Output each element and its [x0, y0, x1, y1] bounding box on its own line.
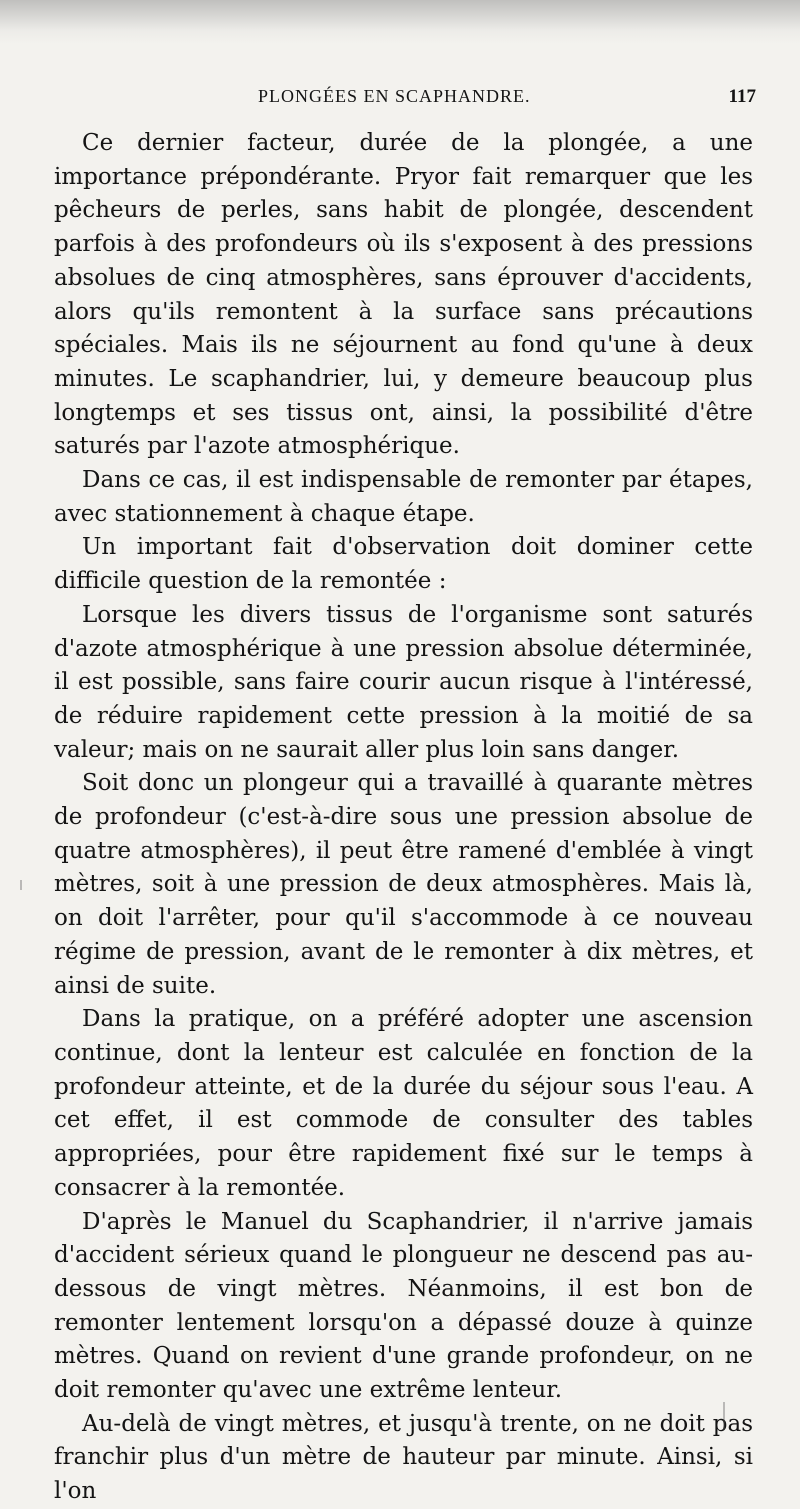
- paragraph: Lorsque les divers tissus de l'organisme sont saturés d'azote atmosphérique à une pression absolue déterminée, il est possible, sans faire courir aucun risque à l'intéressé, de réduire rapidement cette pression à la moitié de sa valeur; mais on ne saurait aller plus loin sans danger.: [54, 601, 753, 763]
- paragraph: Soit donc un plongeur qui a travaillé à quarante mètres de profondeur (c'est-à-dire sous une pression absolue de quatre atmosphères), il peut être ramené d'emblée à vingt mètres, soit à une pression de deux atmosphères. Mais là, on doit l'arrêter, pour qu'il s'accommode à ce nouveau régime de pression, avant de le remonter à dix mètres, et ainsi de suite.: [54, 770, 753, 999]
- paragraph: Dans la pratique, on a préféré adopter une ascension continue, dont la lenteur est calculée en fonction de la profondeur atteinte, et de la durée du séjour sous l'eau. A cet effet, il est commode de consulter des tables appropriées, pour être rapidement fixé sur le temps à consacrer à la remontée.: [54, 1006, 753, 1201]
- paragraph: Dans ce cas, il est indispensable de remonter par étapes, avec stationnement à chaque étape.: [54, 467, 753, 527]
- scan-top-edge: [0, 0, 800, 44]
- running-title: PLONGÉES EN SCAPHANDRE.: [258, 86, 531, 106]
- scan-speck: [20, 880, 22, 890]
- scan-speck: [723, 1402, 725, 1430]
- paragraph: Ce dernier facteur, durée de la plongée, a une importance prépondérante. Pryor fait remarquer que les pêcheurs de perles, sans habit de plongée, descendent parfois à des profondeurs où ils s'exposent à des pressions absolues de cinq atmosphères, sans éprouver d'accidents, alors qu'ils remontent à la surface sans précautions spéciales. Mais ils ne séjournent au fond qu'une à deux minutes. Le scaphandrier, lui, y demeure beaucoup plus longtemps et ses tissus ont, ainsi, la possibilité d'être saturés par l'azote atmosphérique.: [54, 130, 753, 460]
- paragraph: Un important fait d'observation doit dominer cette difficile question de la remontée :: [54, 534, 753, 595]
- paragraph: D'après le Manuel du Scaphandrier, il n'arrive jamais d'accident sérieux quand le plongueur ne descend pas au-dessous de vingt mètres. Néanmoins, il est bon de remonter lentement lorsqu'on a dépassé douze à quinze mètres. Quand on revient d'une grande profondeur, on ne doit remonter qu'avec une extrême lenteur.: [54, 1208, 753, 1404]
- page-header: [220, 86, 780, 116]
- scan-speck: [652, 1360, 654, 1366]
- page-number: 117: [728, 86, 756, 107]
- body-text: [54, 127, 753, 1509]
- paragraph: Au-delà de vingt mètres, et jusqu'à trente, on ne doit pas franchir plus d'un mètre de hauteur par minute. Ainsi, si l'on: [54, 1410, 753, 1505]
